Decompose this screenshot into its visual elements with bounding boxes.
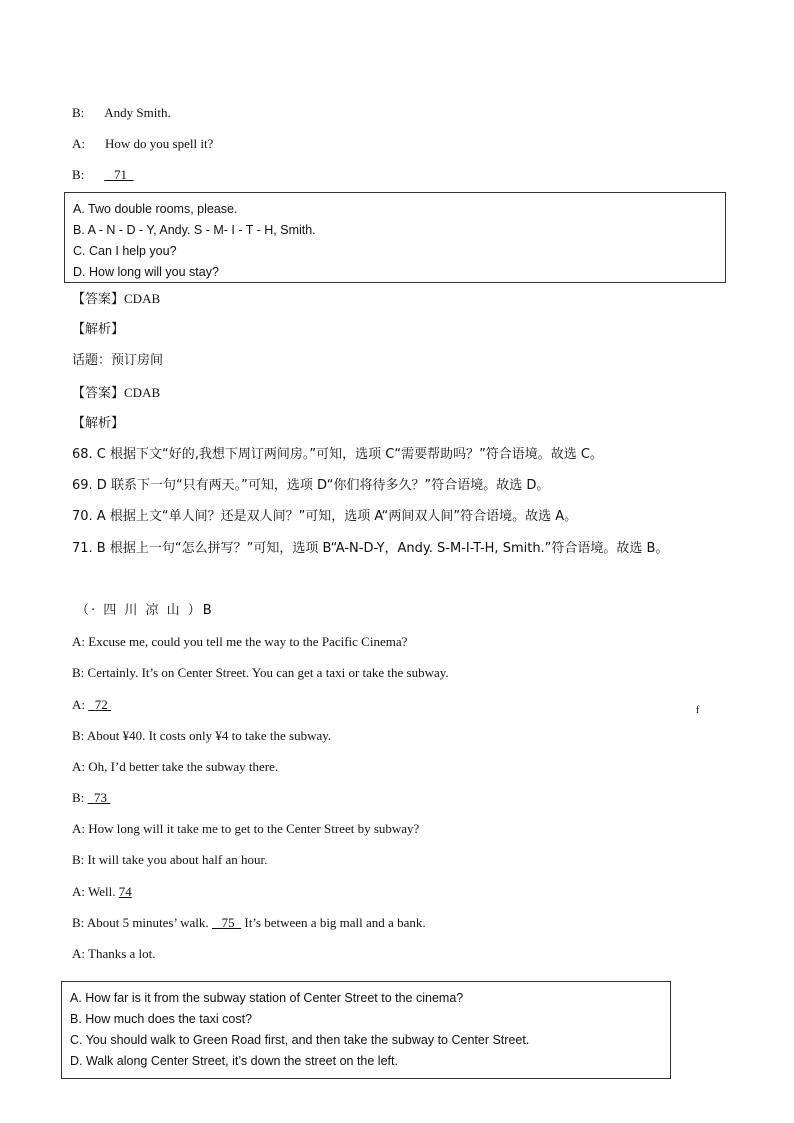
dialogue-text: Andy Smith. [104, 105, 171, 120]
blank-73: 73 [94, 790, 108, 805]
option-b: B. How much does the taxi cost? [70, 1012, 253, 1026]
dialogue2-line-6: B: 73 [72, 790, 110, 806]
answer-line-1 [72, 291, 160, 308]
dialogue-line-b1 [72, 105, 171, 121]
option-b: B. A - N - D - Y, Andy. S - M- I - T - H, Smith. [73, 223, 316, 237]
answer-tag: 【答案】 [72, 292, 125, 307]
analysis-heading-2: 【解析】 [72, 416, 125, 431]
option-d: D. How long will you stay? [73, 265, 219, 279]
dialogue-line-b2 [72, 167, 134, 183]
speaker-label: B: [72, 105, 85, 120]
options-box-1 [64, 192, 726, 283]
option-a: A. Two double rooms, please. [73, 202, 238, 216]
answer-tag: 【答案】 [72, 386, 125, 401]
option-a: A. How far is it from the subway station of Center Street to the cinema? [70, 991, 464, 1005]
blank-72: 72 [94, 697, 108, 712]
dialogue2-line-2: B: Certainly. It’s on Center Street. You can get a taxi or take the subway. [72, 665, 449, 680]
explanation-68: 68. C 根据下文“好的,我想下周订两间房。”可知，选项 C“需要帮助吗？”符合语境。故选 C。 [72, 447, 604, 462]
answer-value: CDAB [124, 385, 161, 400]
explanation-71: 71. B 根据上一句“怎么拼写？”可知，选项 B“A-N-D-Y，Andy. S-M-I-T-H, Smith.”符合语境。故选 B。 [72, 541, 669, 556]
section-source: （· 四 川 凉 山 ）B [76, 603, 214, 618]
explanation-70: 70. A 根据上文“单人间？还是双人间？”可知，选项 A“两间双人间”符合语境。故选 A。 [72, 509, 578, 524]
dialogue2-line-11: A: Thanks a lot. [72, 946, 156, 961]
answer-line-2 [72, 385, 160, 402]
blank-75: 75 [221, 915, 235, 930]
explanation-69: 69. D 联系下一句“只有两天。”可知，选项 D“你们将待多久？”符合语境。故选 D。 [72, 478, 550, 493]
speaker-label: B: [72, 167, 85, 182]
dialogue2-line-4: B: About ¥40. It costs only ¥4 to take the subway. [72, 728, 332, 743]
dialogue2-line-1: A: Excuse me, could you tell me the way to the Pacific Cinema? [72, 634, 408, 649]
dialogue2-line-8: B: It will take you about half an hour. [72, 852, 268, 867]
topic-line: 话题：预订房间 [72, 353, 164, 368]
dialogue2-line-5: A: Oh, I’d better take the subway there. [72, 759, 279, 774]
blank-74: 74 [118, 884, 132, 899]
option-c: C. You should walk to Green Road first, and then take the subway to Center Street. [70, 1033, 530, 1047]
dialogue2-line-3: A: 72 [72, 697, 111, 713]
dialogue-text: How do you spell it? [105, 136, 214, 151]
answer-value: CDAB [124, 291, 161, 306]
analysis-heading-1: 【解析】 [72, 322, 125, 337]
dialogue2-line-7: A: How long will it take me to get to the Center Street by subway? [72, 821, 420, 836]
stray-mark: f [696, 705, 700, 716]
option-d: D. Walk along Center Street, it’s down the street on the left. [70, 1054, 398, 1068]
options-box-2 [61, 981, 671, 1079]
dialogue-line-a1 [72, 136, 213, 152]
dialogue2-line-10: B: About 5 minutes’ walk. 75 It’s between a big mall and a bank. [72, 915, 426, 930]
speaker-label: A: [72, 136, 85, 151]
dialogue2-line-9: A: Well. 74 [72, 884, 132, 899]
option-c: C. Can I help you? [73, 244, 177, 258]
blank-71: 71 [114, 167, 128, 182]
